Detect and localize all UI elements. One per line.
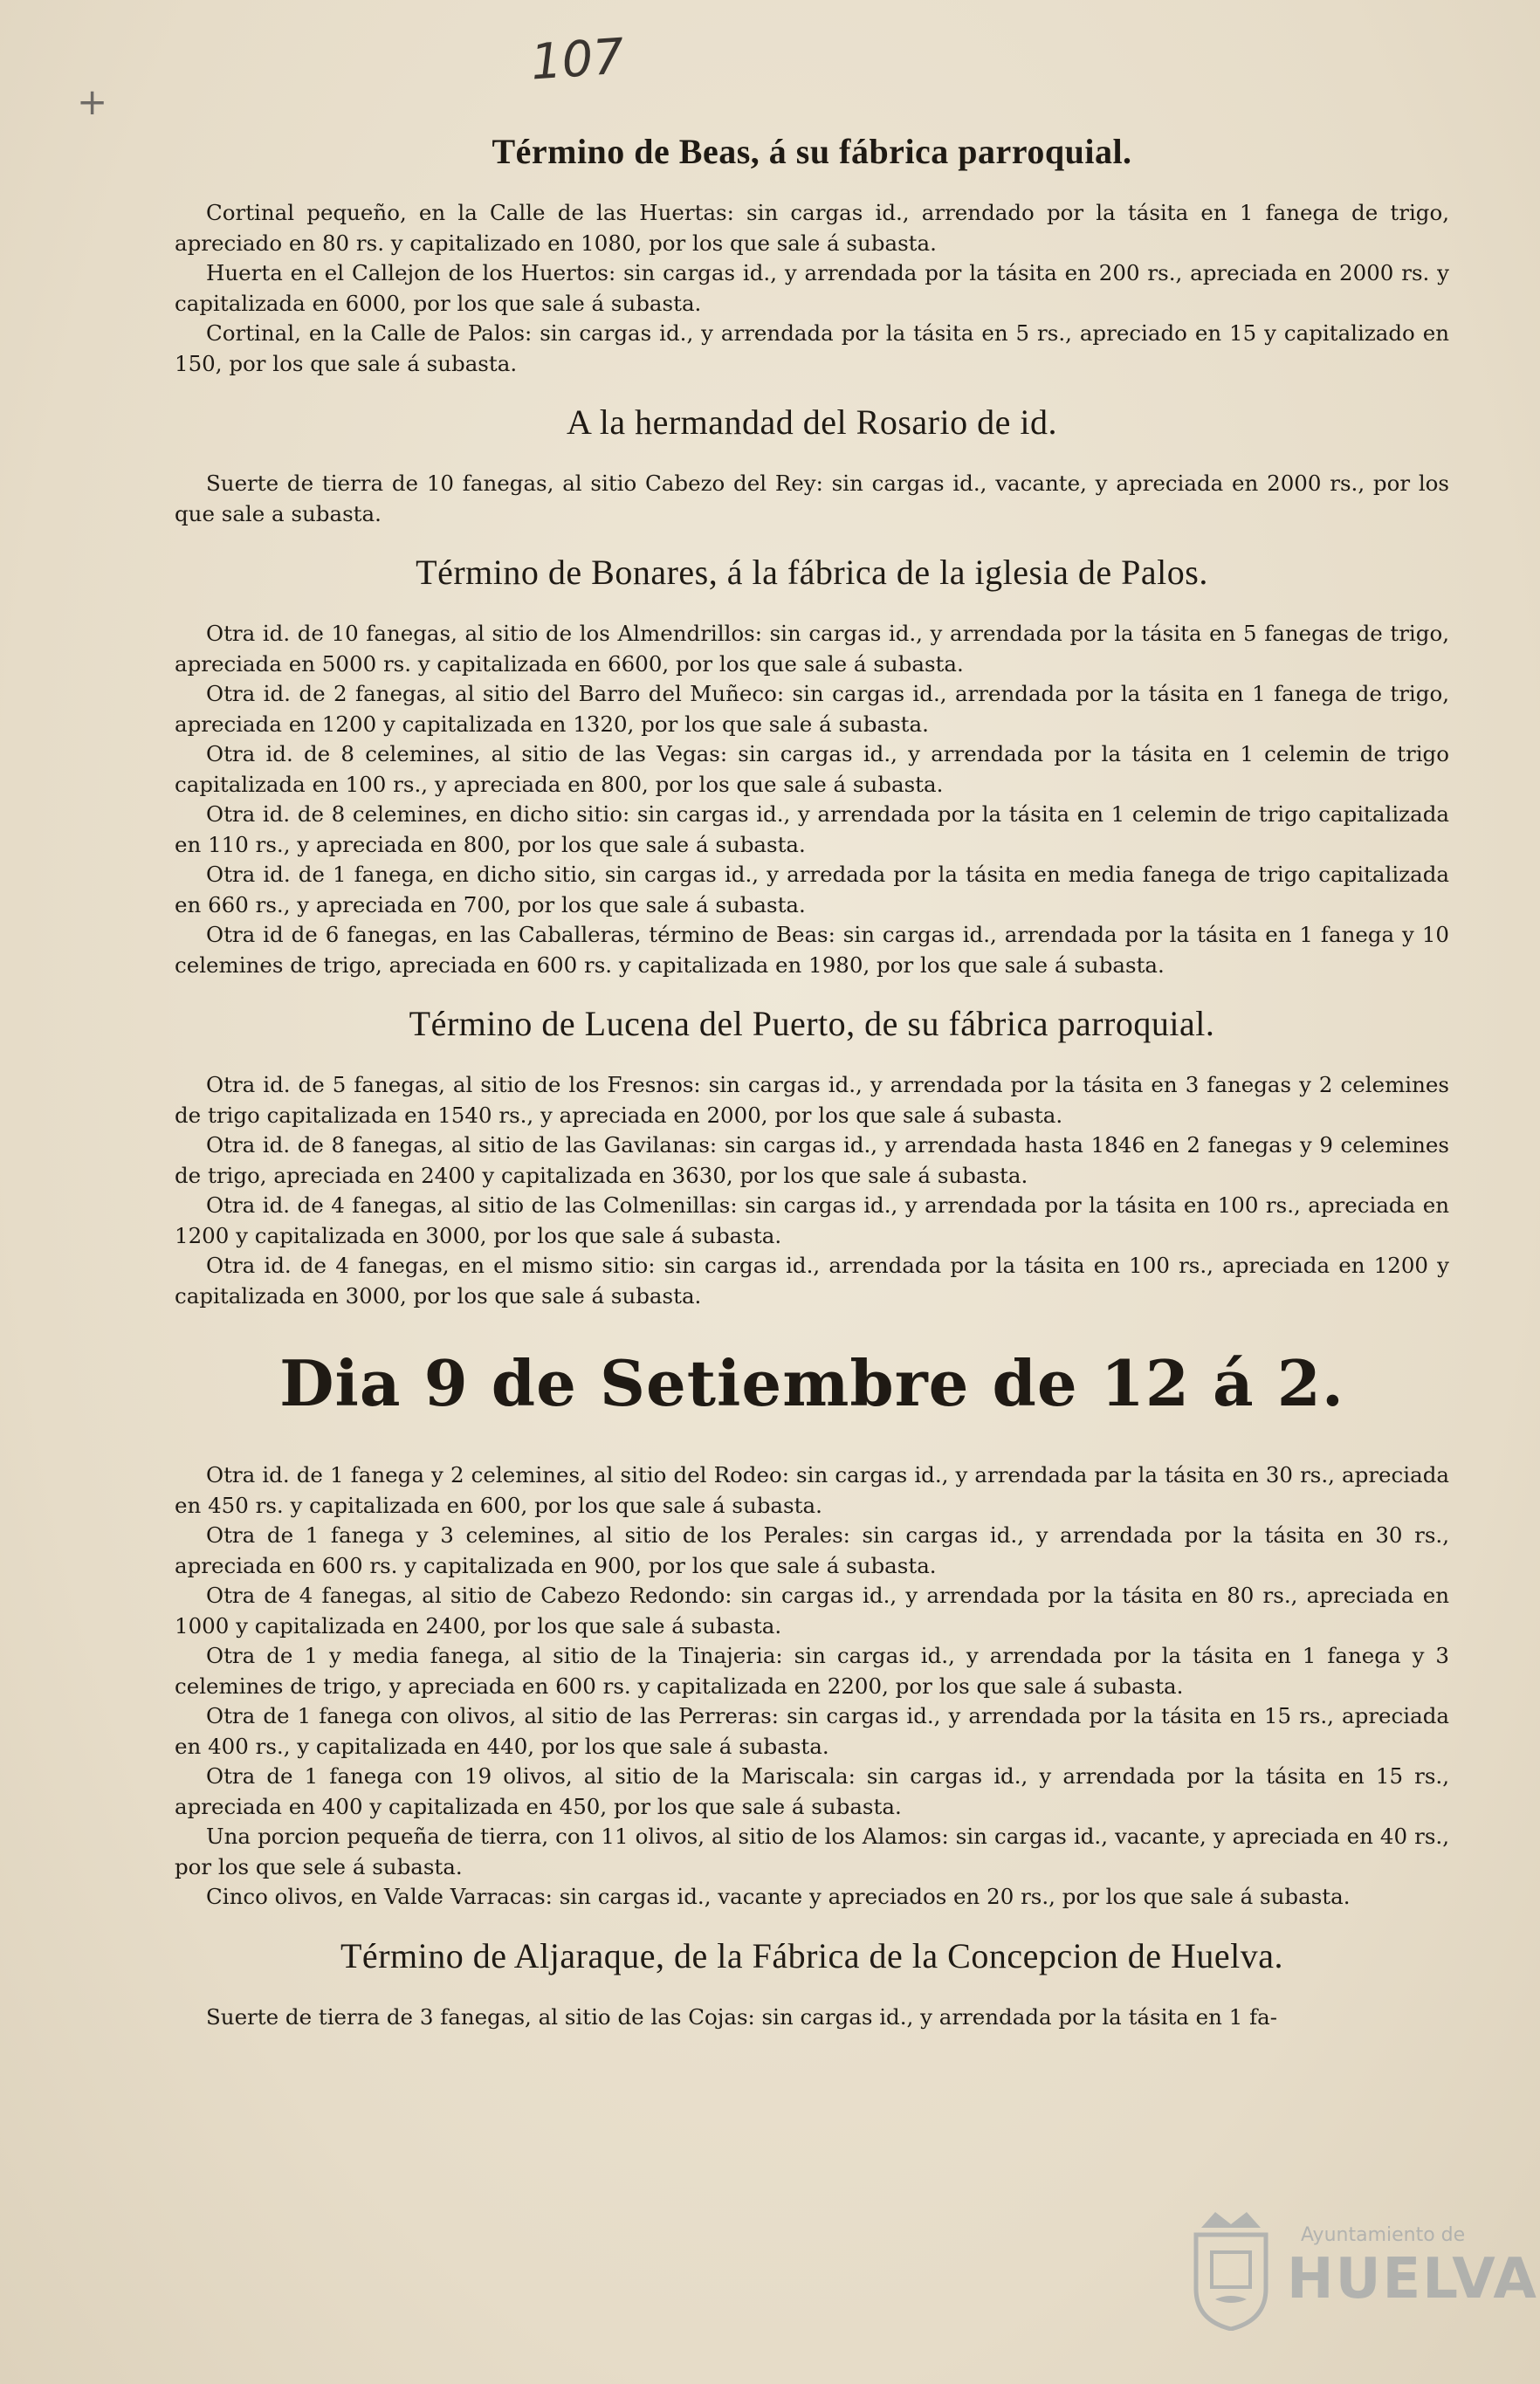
list-item: Otra de 1 fanega con 19 olivos, al sitio de la Mariscala: sin cargas id., y arrendada por la tásita en 15 rs., apreciada en 400 y capitalizada en 450, por los que sale á subasta. <box>175 1763 1449 1819</box>
list-item: Otra id. de 10 fanegas, al sitio de los Almendrillos: sin cargas id., y arrendada por la tásita en 5 fanegas de trigo, apreciada en 5000 rs. y capitalizada en 6600, por los que sale á subasta. <box>175 621 1449 677</box>
list-item: Otra id. de 4 fanegas, en el mismo sitio: sin cargas id., arrendada por la tásita en 100 rs., apreciada en 1200 y capitalizada en 3000, por los que sale á subasta. <box>175 1253 1449 1309</box>
list-item: Cortinal, en la Calle de Palos: sin cargas id., y arrendada por la tásita en 5 rs., apreciado en 15 y capitalizado en 150, por los que sale á subasta. <box>175 320 1449 376</box>
section-heading: A la hermandad del Rosario de id. <box>567 402 1057 442</box>
list-item: Otra id. de 8 celemines, en dicho sitio: sin cargas id., y arrendada por la tásita en 1 celemin de trigo capitalizada en 110 rs., y apreciada en 800, por los que sale á subasta. <box>175 801 1449 857</box>
list-item: Cinco olivos, en Valde Varracas: sin cargas id., vacante y apreciados en 20 rs., por los que sale á subasta. <box>206 1884 1351 1909</box>
margin-mark: + <box>77 80 108 123</box>
section-heading: Término de Aljaraque, de la Fábrica de la Concepcion de Huelva. <box>340 1935 1283 1975</box>
stamp-title: HUELVA <box>1287 2247 1538 2312</box>
section-rosario <box>175 402 1449 529</box>
list-item: Suerte de tierra de 3 fanegas, al sitio de las Cojas: sin cargas id., y arrendada por la tásita en 1 fa- <box>206 2003 1278 2030</box>
list-item: Otra de 1 fanega y 3 celemines, al sitio de los Perales: sin cargas id., y arrendada por la tásita en 30 rs., apreciada en 600 rs. y capitalizada en 900, por los que sale á subasta. <box>175 1522 1449 1578</box>
section-heading: Término de Beas, á su fábrica parroquial. <box>492 132 1132 171</box>
list-item: Otra id de 6 fanegas, en las Caballeras, término de Beas: sin cargas id., arrendada por la tásita en 1 fanega y 10 celemines de trigo, apreciada en 600 rs. y capitalizada en 1980, por los que sale á subasta. <box>175 922 1449 978</box>
list-item: Otra id. de 2 fanegas, al sitio del Barro del Muñeco: sin cargas id., arrendada por la tásita en 1 fanega de trigo, apreciada en 1200 y capitalizada en 1320, por los que sale á subasta. <box>175 681 1449 737</box>
archive-watermark <box>1179 2209 1538 2339</box>
document-body <box>175 131 1449 2055</box>
day-heading: Dia 9 de Setiembre de 12 á 2. <box>279 1346 1344 1420</box>
section-day-entries <box>175 1460 1449 1913</box>
list-item: Otra de 1 fanega con olivos, al sitio de las Perreras: sin cargas id., y arrendada por la tásita en 15 rs., apreciada en 400 rs., y capitalizada en 440, por los que sale á subasta. <box>175 1703 1449 1759</box>
coat-of-arms-icon <box>1189 2209 1273 2331</box>
list-item: Otra id. de 1 fanega y 2 celemines, al sitio del Rodeo: sin cargas id., y arrendada par la tásita en 30 rs., apreciada en 450 rs. y capitalizada en 600, por los que sale á subasta. <box>175 1462 1449 1518</box>
list-item: Suerte de tierra de 10 fanegas, al sitio Cabezo del Rey: sin cargas id., vacante, y apreciada en 2000 rs., por los que sale a subasta. <box>175 471 1449 526</box>
section-heading: Término de Lucena del Puerto, de su fábrica parroquial. <box>409 1004 1215 1043</box>
section-lucena <box>175 1003 1449 1311</box>
list-item: Otra id. de 8 fanegas, al sitio de las Gavilanas: sin cargas id., y arrendada hasta 1846 en 2 fanegas y 9 celemines de trigo, apreciada en 2400 y capitalizada en 3630, por los que sale á subasta. <box>175 1132 1449 1188</box>
section-aljaraque <box>175 1935 1449 2033</box>
list-item: Otra id. de 8 celemines, al sitio de las Vegas: sin cargas id., y arrendada por la tásita en 1 celemin de trigo capitalizada en 100 rs., y apreciada en 800, por los que sale á subasta. <box>175 741 1449 797</box>
list-item: Otra id. de 4 fanegas, al sitio de las Colmenillas: sin cargas id., y arrendada por la tásita en 100 rs., apreciada en 1200 y capitalizada en 3000, por los que sale á subasta. <box>175 1192 1449 1248</box>
stamp-subtitle: Ayuntamiento de <box>1301 2224 1466 2246</box>
list-item: Una porcion pequeña de tierra, con 11 olivos, al sitio de los Alamos: sin cargas id., vacante, y apreciada en 40 rs., por los que sele á subasta. <box>175 1824 1449 1879</box>
list-item: Huerta en el Callejon de los Huertos: sin cargas id., y arrendada por la tásita en 200 rs., apreciada en 2000 rs. y capitalizada en 6000, por los que sale á subasta. <box>175 260 1449 316</box>
list-item: Otra id. de 5 fanegas, al sitio de los Fresnos: sin cargas id., y arrendada por la tásita en 3 fanegas y 2 celemines de trigo capitalizada en 1540 rs., y apreciada en 2000, por los que sale á subasta. <box>175 1072 1449 1128</box>
list-item: Otra de 1 y media fanega, al sitio de la Tinajeria: sin cargas id., y arrendada por la tásita en 1 fanega y 3 celemines de trigo, y apreciada en 600 rs. y capitalizada en 2200, por los que sale á subasta. <box>175 1643 1449 1699</box>
list-item: Otra id. de 1 fanega, en dicho sitio, sin cargas id., y arredada por la tásita en media fanega de trigo capitalizada en 660 rs., y apreciada en 700, por los que sale á subasta. <box>175 862 1449 917</box>
section-heading: Término de Bonares, á la fábrica de la iglesia de Palos. <box>416 553 1208 592</box>
list-item: Otra de 4 fanegas, al sitio de Cabezo Redondo: sin cargas id., y arrendada por la tásita en 80 rs., apreciada en 1000 y capitalizada en 2400, por los que sale á subasta. <box>175 1583 1449 1639</box>
section-beas <box>175 131 1449 379</box>
list-item: Cortinal pequeño, en la Calle de las Huertas: sin cargas id., arrendado por la tásita en 1 fanega de trigo, apreciado en 80 rs. y capitalizado en 1080, por los que sale á subasta. <box>175 200 1449 256</box>
section-bonares <box>175 552 1449 980</box>
handwritten-folio-number: 107 <box>528 28 627 92</box>
